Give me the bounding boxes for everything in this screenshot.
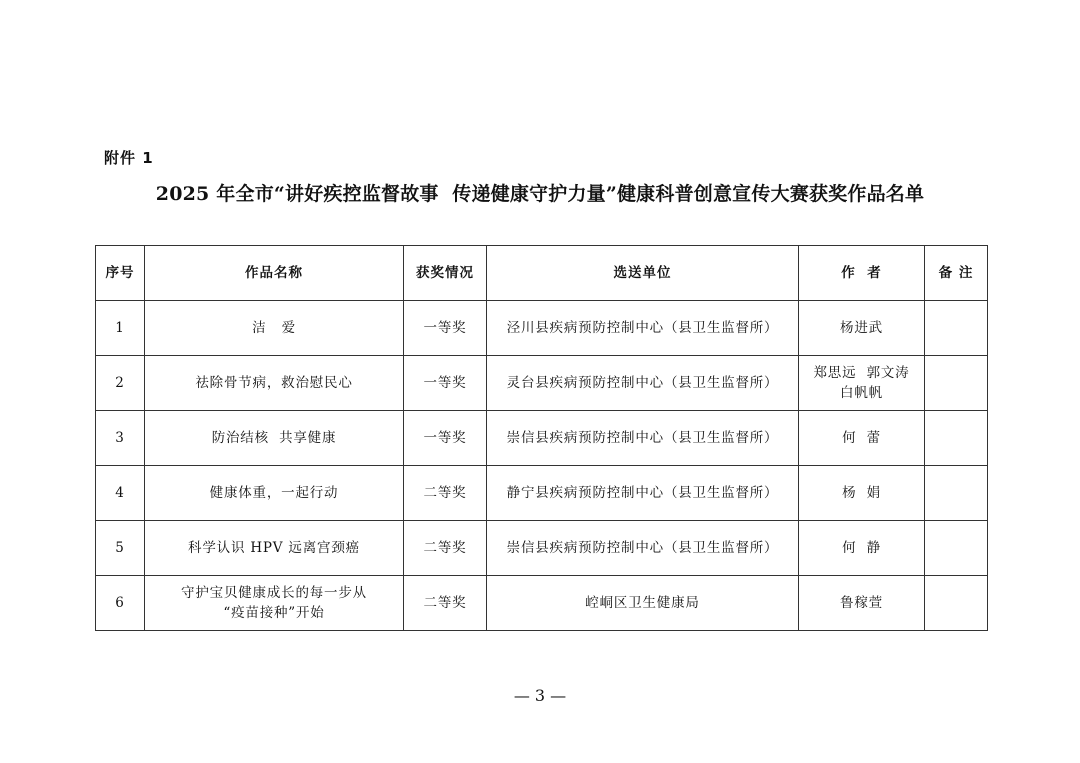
table-row [96, 356, 988, 411]
cell-unit: 崇信县疾病预防控制中心（县卫生监督所） [487, 411, 799, 466]
cell-award: 二等奖 [404, 576, 487, 631]
header-author: 作 者 [799, 246, 925, 301]
cell-remark [925, 411, 988, 466]
cell-author: 何 蕾 [799, 411, 925, 466]
table-row [96, 466, 988, 521]
cell-work-name: 祛除骨节病，救治慰民心 [145, 356, 404, 411]
cell-work-name: 健康体重，一起行动 [145, 466, 404, 521]
cell-unit: 崇信县疾病预防控制中心（县卫生监督所） [487, 521, 799, 576]
cell-work-name: 守护宝贝健康成长的每一步从 “疫苗接种”开始 [145, 576, 404, 631]
cell-award: 二等奖 [404, 466, 487, 521]
header-work-name: 作品名称 [145, 246, 404, 301]
cell-remark [925, 301, 988, 356]
header-unit: 选送单位 [487, 246, 799, 301]
cell-author: 鲁稼萱 [799, 576, 925, 631]
header-no: 序号 [96, 246, 145, 301]
cell-work-name: 防治结核 共享健康 [145, 411, 404, 466]
cell-unit: 灵台县疾病预防控制中心（县卫生监督所） [487, 356, 799, 411]
cell-remark [925, 521, 988, 576]
cell-author: 杨 娟 [799, 466, 925, 521]
table-row [96, 521, 988, 576]
award-list-table [95, 245, 988, 631]
cell-remark [925, 356, 988, 411]
page-number: — 3 — [513, 686, 567, 705]
attachment-label: 附件 1 [104, 149, 154, 167]
cell-author: 何 静 [799, 521, 925, 576]
cell-remark [925, 466, 988, 521]
cell-award: 一等奖 [404, 356, 487, 411]
table-row [96, 576, 988, 631]
cell-unit: 崆峒区卫生健康局 [487, 576, 799, 631]
cell-no: 3 [96, 411, 145, 466]
cell-unit: 泾川县疾病预防控制中心（县卫生监督所） [487, 301, 799, 356]
cell-no: 5 [96, 521, 145, 576]
table-row [96, 301, 988, 356]
cell-unit: 静宁县疾病预防控制中心（县卫生监督所） [487, 466, 799, 521]
cell-no: 6 [96, 576, 145, 631]
header-remark: 备 注 [925, 246, 988, 301]
cell-award: 二等奖 [404, 521, 487, 576]
cell-author: 郑思远 郭文涛 白帆帆 [799, 356, 925, 411]
cell-award: 一等奖 [404, 301, 487, 356]
cell-no: 2 [96, 356, 145, 411]
table-row [96, 411, 988, 466]
table-header-row [96, 246, 988, 301]
cell-award: 一等奖 [404, 411, 487, 466]
cell-no: 4 [96, 466, 145, 521]
cell-work-name: 洁 爱 [145, 301, 404, 356]
document-title: 2025 年全市“讲好疾控监督故事 传递健康守护力量”健康科普创意宣传大赛获奖作品名单 [155, 183, 925, 205]
cell-no: 1 [96, 301, 145, 356]
cell-remark [925, 576, 988, 631]
cell-work-name: 科学认识 HPV 远离宫颈癌 [145, 521, 404, 576]
header-award: 获奖情况 [404, 246, 487, 301]
cell-author: 杨进武 [799, 301, 925, 356]
